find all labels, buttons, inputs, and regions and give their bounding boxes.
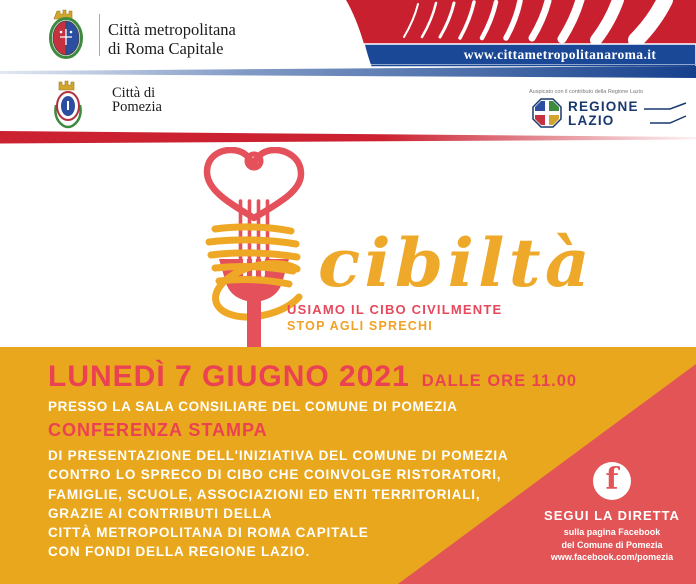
facebook-url[interactable]: www.facebook.com/pomezia xyxy=(550,552,674,562)
event-description-line: GRAZIE AI CONTRIBUTI DELLA xyxy=(48,505,273,521)
pomezia-name-line2: Pomezia xyxy=(112,99,162,115)
roma-capitale-emblem xyxy=(44,5,88,61)
event-date: LUNEDÌ 7 GIUGNO 2021 xyxy=(48,360,410,393)
event-description-line: FAMIGLIE, SCUOLE, ASSOCIAZIONI ED ENTI TERRITORIALI, xyxy=(48,486,481,502)
event-description-line: DI PRESENTAZIONE DELL'INIZIATIVA DEL COMUNE DI POMEZIA xyxy=(48,448,509,463)
lazio-name-line2: LAZIO xyxy=(568,112,615,128)
pomezia-emblem xyxy=(50,79,86,129)
facebook-line2: del Comune di Pomezia xyxy=(561,539,663,550)
blue-swoosh-divider xyxy=(0,60,696,84)
lazio-name-line1: REGIONE xyxy=(568,99,639,114)
logo-divider xyxy=(99,14,100,56)
cibilta-tagline-1: USIAMO IL CIBO CIVILMENTE xyxy=(287,302,503,317)
event-description xyxy=(48,446,508,562)
facebook-cta: SEGUI LA DIRETTA xyxy=(544,508,680,523)
cibilta-wordmark: cibiltà xyxy=(318,224,594,302)
roma-capitale-name-line2: di Roma Capitale xyxy=(108,39,224,58)
lazio-emblem xyxy=(532,98,562,128)
pomezia-name-line1: Città di xyxy=(112,85,156,101)
pomezia-name xyxy=(112,86,162,114)
event-description-line: CON FONDI DELLA REGIONE LAZIO. xyxy=(48,544,310,560)
event-venue: PRESSO LA SALA CONSILIARE DEL COMUNE DI POMEZIA xyxy=(48,399,458,414)
cibilta-tagline-2: STOP AGLI SPRECHI xyxy=(287,319,433,333)
event-heading: CONFERENZA STAMPA xyxy=(48,420,268,440)
heart-fork-spaghetti-icon xyxy=(185,147,325,347)
event-time: DALLE ORE 11.00 xyxy=(421,372,578,390)
red-swoosh-divider xyxy=(0,126,696,150)
website-url[interactable]: www.cittametropolitanaroma.it xyxy=(463,47,657,62)
lazio-chevrons-icon xyxy=(644,102,696,128)
lazio-credit: Auspicato con il contributo della Regione Lazio xyxy=(528,89,644,95)
event-date-row xyxy=(48,360,577,394)
facebook-icon-letter: f xyxy=(605,461,619,497)
event-description-line: CITTÀ METROPOLITANA DI ROMA CAPITALE xyxy=(48,525,369,541)
roma-capitale-name-line1: Città metropolitana xyxy=(108,20,236,39)
roma-capitale-name xyxy=(108,20,236,58)
lazio-name xyxy=(568,100,639,127)
facebook-details xyxy=(520,526,696,564)
facebook-icon[interactable] xyxy=(593,462,631,500)
facebook-line1: sulla pagina Facebook xyxy=(563,527,661,537)
event-description-line: CONTRO LO SPRECO DI CIBO CHE COINVOLGE RISTORATORI, xyxy=(48,467,502,483)
